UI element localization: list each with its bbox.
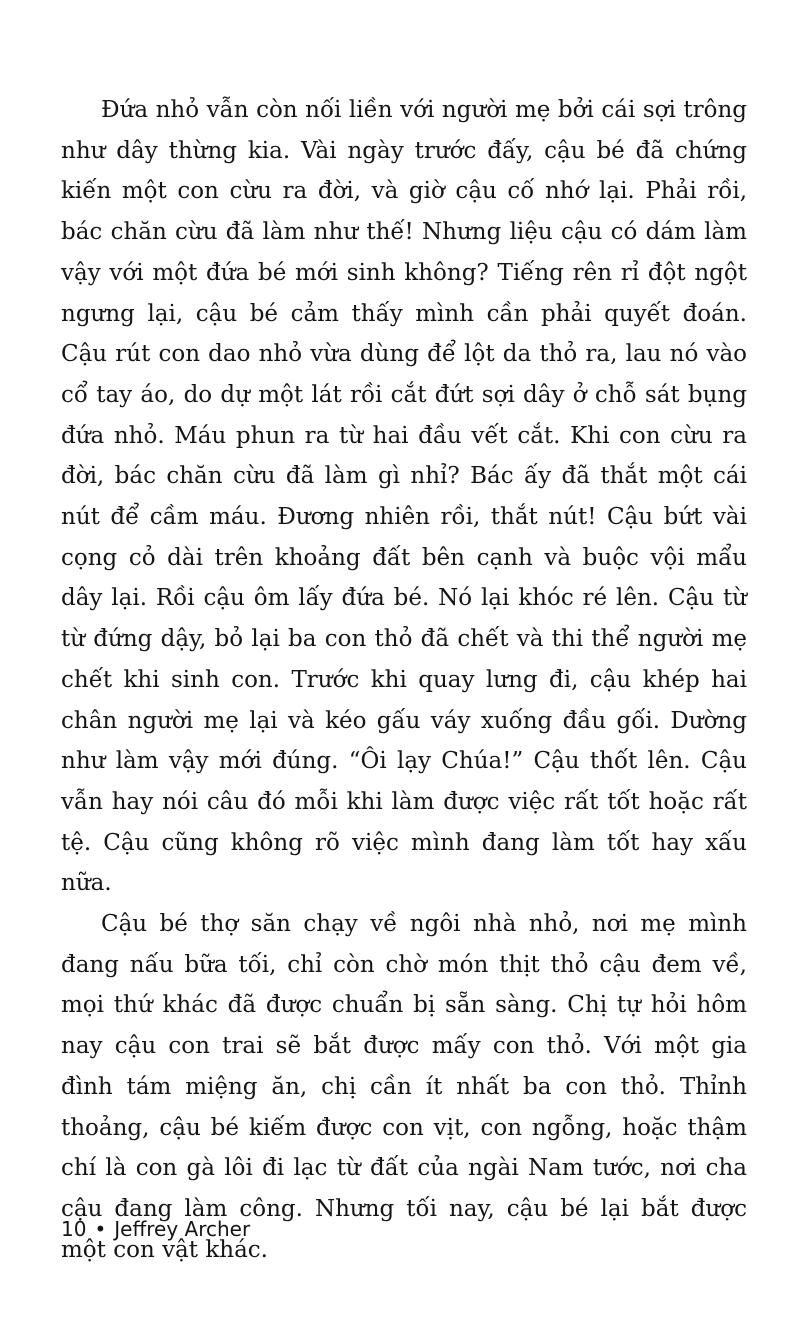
footer-separator: • xyxy=(94,1217,107,1241)
paragraph-1: Đứa nhỏ vẫn còn nối liền với người mẹ bởi cái sợi trông như dây thừng kia. Vài ngày trước đấy, cậu bé đã chứng kiến một con cừu ra đời, và giờ cậu cố nhớ lại. Phải rồi, bác chăn cừu đã làm như thế! Nhưng liệu cậu có dám làm vậy với một đứa bé mới sinh không? Tiếng rên rỉ đột ngột ngưng lại, cậu bé cảm thấy mình cần phải quyết đoán. Cậu rút con dao nhỏ vừa dùng để lột da thỏ ra, lau nó vào cổ tay áo, do dự một lát rồi cắt đứt sợi dây ở chỗ sát bụng đứa nhỏ. Máu phun ra từ hai đầu vết cắt. Khi con cừu ra đời, bác chăn cừu đã làm gì nhỉ? Bác ấy đã thắt một cái nút để cầm máu. Đương nhiên rồi, thắt nút! Cậu bứt vài cọng cỏ dài trên khoảng đất bên cạnh và buộc vội mẩu dây lại. Rồi cậu ôm lấy đứa bé. Nó lại khóc ré lên. Cậu từ từ đứng dậy, bỏ lại ba con thỏ đã chết và thi thể người mẹ chết khi sinh con. Trước khi quay lưng đi, cậu khép hai chân người mẹ lại và kéo gấu váy xuống đầu gối. Dường như làm vậy mới đúng. “Ôi lạy Chúa!” Cậu thốt lên. Cậu vẫn hay nói câu đó mỗi khi làm được việc rất tốt hoặc rất tệ. Cậu cũng không rõ việc mình đang làm tốt hay xấu nữa. xyxy=(61,97,747,897)
paragraph-2: Cậu bé thợ săn chạy về ngôi nhà nhỏ, nơi mẹ mình đang nấu bữa tối, chỉ còn chờ món thịt thỏ cậu đem về, mọi thứ khác đã được chuẩn bị sẵn sàng. Chị tự hỏi hôm nay cậu con trai sẽ bắt được mấy con thỏ. Với một gia đình tám miệng ăn, chị cần ít nhất ba con thỏ. Thỉnh thoảng, cậu bé kiếm được con vịt, con ngỗng, hoặc thậm chí là con gà lôi đi lạc từ đất của ngài Nam tước, nơi cha cậu đang làm công. Nhưng tối nay, cậu bé lại bắt được một con vật khác. xyxy=(61,911,747,1263)
author-name: Jeffrey Archer xyxy=(114,1217,251,1241)
page-number: 10 xyxy=(61,1217,87,1241)
body-text xyxy=(61,90,747,1270)
page-footer xyxy=(61,1217,250,1241)
